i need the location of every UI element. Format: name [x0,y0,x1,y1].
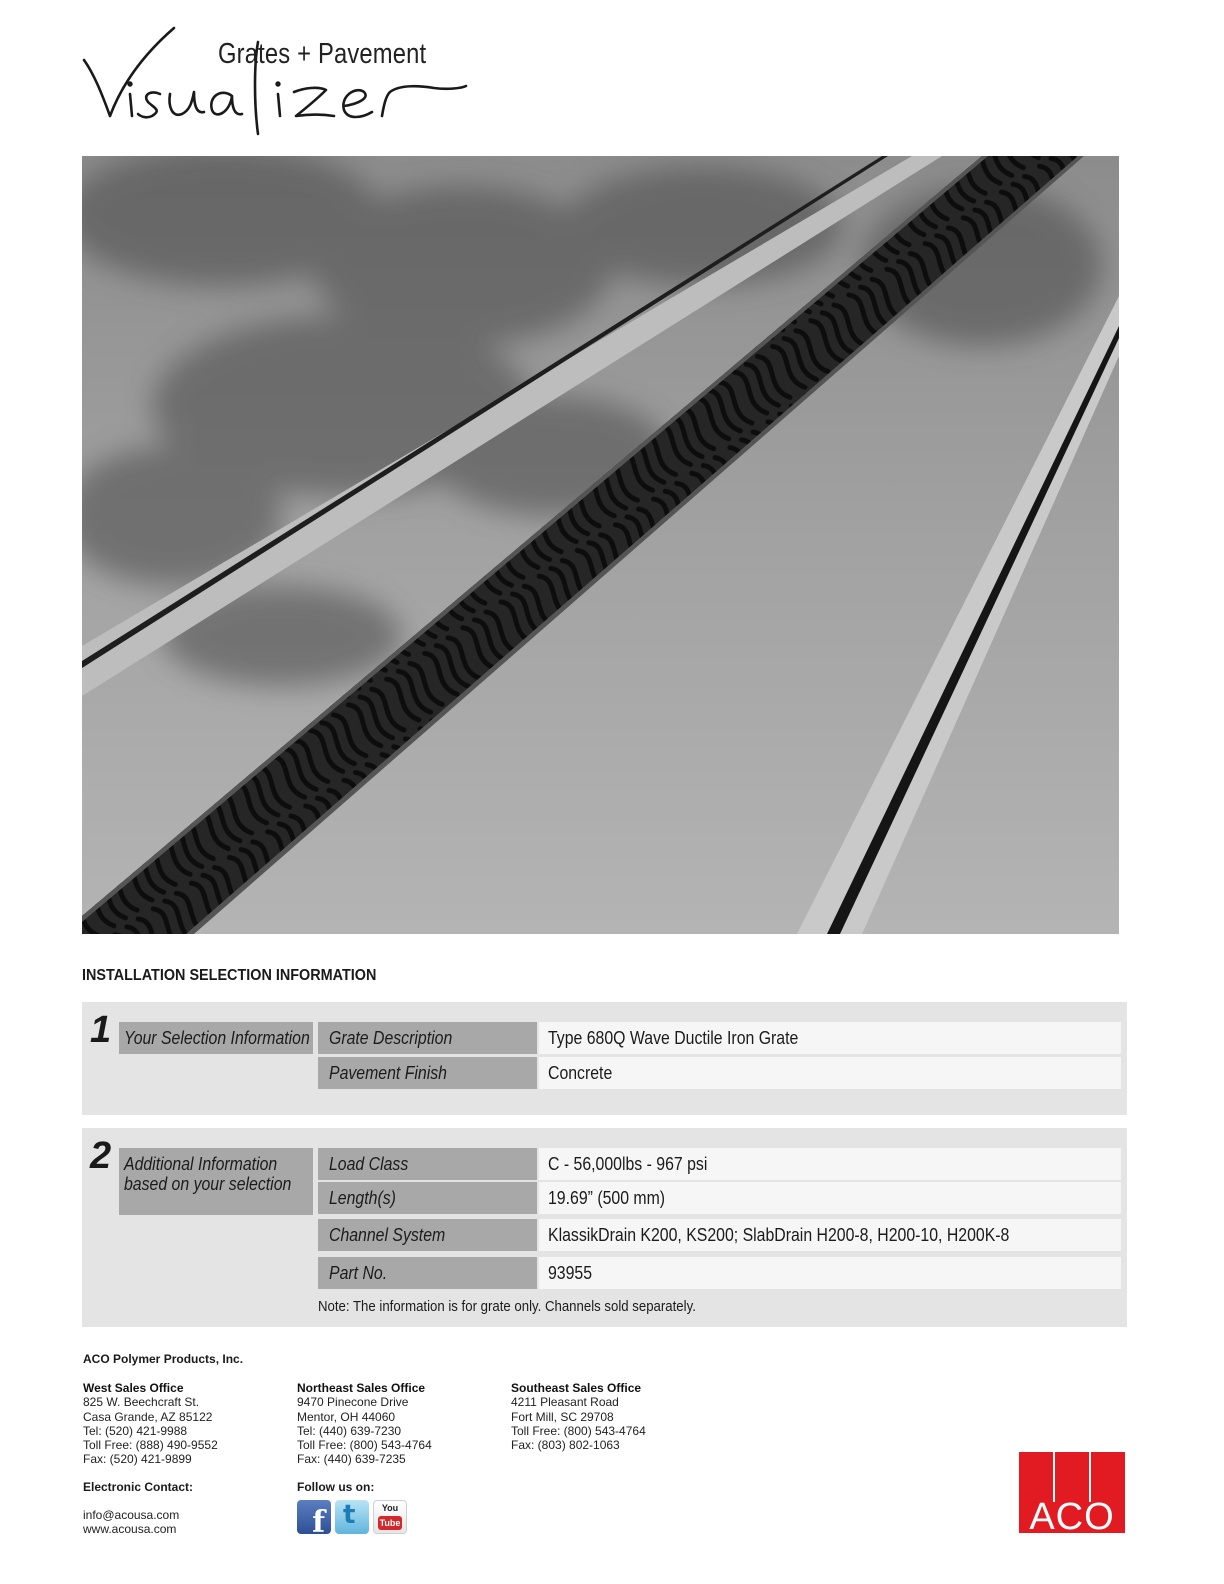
additional-info-panel [82,1128,1127,1327]
office-line: 825 W. Beechcraft St. [83,1395,200,1410]
value-channel-system: KlassikDrain K200, KS200; SlabDrain H200-8, H200-10, H200K-8 [539,1219,1121,1251]
social-links [297,1500,407,1534]
youtube-icon[interactable]: You Tube [373,1500,407,1534]
office-title: West Sales Office [83,1381,184,1395]
selection-panel [82,1002,1127,1115]
selection-label-text: Your Selection Information [124,1028,310,1048]
value-part-no: 93955 [539,1257,1121,1289]
grate-pavement-photo [82,156,1119,934]
aco-logo-mark [1019,1452,1125,1533]
aco-logo-text: ACO [1029,1496,1115,1533]
field-part-no: Part No. [318,1257,537,1289]
office-line: Toll Free: (800) 543-4764 [511,1423,646,1438]
aco-logo [1019,1452,1125,1533]
follow-us-title: Follow us on: [297,1480,375,1494]
additional-info-label [119,1148,313,1215]
field-lengths: Length(s) [318,1182,537,1214]
step-number: 2 [90,1135,112,1177]
office-line: Tel: (440) 639-7230 [297,1423,402,1438]
value-pavement-finish: Concrete [539,1057,1121,1089]
hero-photo [82,156,1119,934]
office-line: 4211 Pleasant Road [511,1395,619,1410]
office-line: Toll Free: (800) 543-4764 [297,1438,432,1453]
logo-subtitle-text: Grates + Pavement [218,38,427,70]
office-line: Casa Grande, AZ 85122 [83,1409,213,1424]
southeast-sales-office [511,1381,646,1452]
office-line: 9470 Pinecone Drive [297,1395,409,1410]
field-grate-description: Grate Description [318,1022,537,1054]
twitter-icon[interactable]: t [335,1500,369,1534]
office-line: Mentor, OH 44060 [297,1409,396,1424]
value-grate-description: Type 680Q Wave Ductile Iron Grate [539,1022,1121,1054]
field-load-class: Load Class [318,1148,537,1180]
field-pavement-finish: Pavement Finish [318,1057,537,1089]
field-channel-system: Channel System [318,1219,537,1251]
office-line: Fax: (440) 639-7235 [297,1452,406,1467]
office-title: Southeast Sales Office [511,1381,642,1395]
additional-info-label-line1: Additional Information [124,1154,278,1174]
office-line: Fort Mill, SC 29708 [511,1409,614,1424]
facebook-icon[interactable]: f [297,1500,331,1534]
west-sales-office [83,1381,218,1467]
website-link[interactable]: www.acousa.com [83,1522,177,1537]
office-line: Tel: (520) 421-9988 [83,1423,188,1438]
step-number: 1 [90,1009,112,1051]
additional-info-label-line2: based on your selection [124,1174,292,1194]
company-name: ACO Polymer Products, Inc. [83,1352,244,1366]
value-load-class: C - 56,000lbs - 967 psi [539,1148,1121,1180]
northeast-sales-office [297,1381,432,1467]
email-link[interactable]: info@acousa.com [83,1508,180,1522]
value-lengths: 19.69” (500 mm) [539,1182,1121,1214]
electronic-contact [83,1508,179,1537]
electronic-contact-title: Electronic Contact: [83,1480,194,1494]
visualizer-wordmark-logo [82,24,482,144]
office-line: Fax: (803) 802-1063 [511,1438,620,1453]
office-line: Fax: (520) 421-9899 [83,1452,192,1467]
section-title: INSTALLATION SELECTION INFORMATION [82,967,377,984]
office-line: Toll Free: (888) 490-9552 [83,1438,218,1453]
grate-only-note: Note: The information is for grate only. Channels sold separately. [318,1298,696,1315]
selection-label [119,1022,313,1054]
office-title: Northeast Sales Office [297,1381,426,1395]
